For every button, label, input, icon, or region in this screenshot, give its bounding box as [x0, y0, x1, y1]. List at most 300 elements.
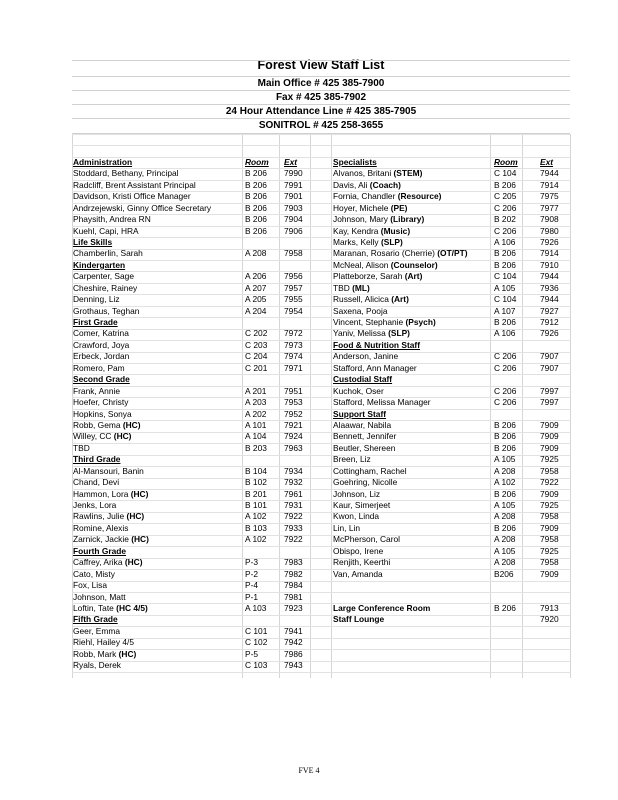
staff-name: Davis, Ali (Coach)	[333, 179, 401, 190]
extension: 7982	[284, 568, 303, 579]
room-number: C 206	[494, 202, 517, 213]
extension: 7958	[284, 248, 303, 259]
extension: 7958	[540, 465, 559, 476]
room-number: A 102	[494, 477, 516, 488]
staff-name: Fornia, Chandler (Resource)	[333, 191, 442, 202]
fax-number: Fax # 425 385-7902	[275, 92, 367, 103]
table-row	[73, 283, 313, 294]
table-row	[73, 557, 313, 568]
room-number: B 206	[245, 225, 267, 236]
section-title: Fourth Grade	[73, 545, 127, 556]
column-header-row	[333, 157, 571, 168]
role-tag: (Psych)	[405, 317, 436, 327]
room-number: P-5	[245, 648, 259, 659]
table-row	[333, 534, 571, 545]
extension: 7914	[540, 179, 559, 190]
table-row	[73, 363, 313, 374]
role-tag: (HC)	[124, 557, 143, 568]
room-number: B206	[494, 568, 514, 579]
room-number: C 104	[494, 271, 517, 282]
extension: 7961	[284, 488, 303, 499]
staff-name: Loftin, Tate (HC 4/5)	[73, 602, 148, 613]
table-row	[333, 306, 571, 317]
room-number: C 206	[494, 385, 517, 396]
staff-name: Willey, CC (HC)	[73, 431, 132, 442]
role-tag: (Art)	[404, 271, 423, 282]
role-tag: (Library)	[390, 214, 425, 225]
extension: 7954	[284, 305, 303, 316]
room-number: Room	[494, 156, 518, 167]
room-number: B 206	[494, 522, 516, 533]
staff-name: Phaysith, Andrea RN	[73, 214, 151, 225]
extension: 7922	[540, 477, 559, 488]
staff-name: Hammon, Lora (HC)	[73, 488, 149, 499]
staff-name: Saxena, Pooja	[333, 305, 388, 316]
column-header-row	[73, 157, 313, 168]
table-row	[333, 614, 571, 625]
extension: Ext	[540, 156, 554, 167]
room-number: A 105	[494, 454, 516, 465]
room-number: C 206	[494, 362, 517, 373]
table-row	[333, 191, 571, 202]
room-number: A 103	[245, 602, 267, 613]
section-heading	[73, 454, 313, 465]
room-number: C 104	[494, 168, 517, 179]
room-number: B 206	[494, 317, 516, 327]
staff-name: Marks, Kelly (SLP)	[333, 236, 403, 247]
table-row	[333, 626, 571, 637]
staff-name: Kuehl, Capi, HRA	[73, 225, 139, 236]
extension: 7921	[284, 419, 303, 430]
section-title: Life Skills	[73, 236, 113, 247]
staff-name: Cato, Misty	[73, 568, 115, 579]
staff-name: Carpenter, Sage	[73, 271, 134, 282]
extension: 7974	[284, 351, 303, 362]
room-number: C 206	[494, 397, 517, 408]
staff-name: Hoyer, Michele (PE)	[333, 202, 408, 213]
role-tag: (HC)	[118, 648, 137, 659]
extension: 7991	[284, 179, 303, 190]
extension: 7980	[540, 225, 559, 236]
table-row	[333, 397, 571, 408]
extension: 7971	[284, 362, 303, 373]
room-number: B 206	[494, 259, 516, 270]
staff-name: Grothaus, Teghan	[73, 305, 140, 316]
section-heading	[73, 317, 313, 328]
room-number: C 203	[245, 339, 268, 350]
room-number: B 206	[494, 248, 516, 259]
table-row	[333, 557, 571, 568]
staff-name: Renjith, Keerthi	[333, 557, 391, 568]
table-row	[73, 420, 313, 431]
staff-name: Anderson, Janine	[333, 351, 399, 362]
staff-name: Cheshire, Rainey	[73, 282, 138, 293]
staff-name: Vincent, Stephanie (Psych)	[333, 317, 436, 327]
staff-name: McPherson, Carol	[333, 534, 401, 545]
table-row	[333, 443, 571, 454]
table-row	[73, 134, 313, 145]
role-tag: (SLP)	[380, 236, 403, 247]
room-number: P-4	[245, 580, 259, 591]
table-row	[73, 214, 313, 225]
staff-name: Staff Lounge	[333, 614, 385, 625]
role-tag: (HC)	[122, 419, 141, 430]
room-number: A 105	[494, 545, 516, 556]
table-row	[73, 511, 313, 522]
grid-line	[72, 672, 570, 673]
table-row	[73, 477, 313, 488]
sonitrol-number: SONITROL # 425 258-3655	[258, 120, 384, 131]
staff-name: Russell, Alicica (Art)	[333, 294, 409, 305]
staff-name: Denning, Liz	[73, 294, 120, 305]
room-number: B 206	[494, 602, 516, 613]
staff-name: Kay, Kendra (Music)	[333, 225, 411, 236]
section-title: Fifth Grade	[73, 614, 118, 625]
role-tag: (HC 4/5)	[116, 602, 148, 613]
table-row	[73, 534, 313, 545]
table-row	[73, 660, 313, 671]
staff-name: Bennett, Jennifer	[333, 431, 397, 442]
staff-name: Radcliff, Brent Assistant Principal	[73, 179, 196, 190]
extension: 7920	[540, 614, 559, 625]
role-tag: (HC)	[113, 431, 132, 442]
left-staff-column	[73, 134, 313, 672]
table-row	[73, 649, 313, 660]
section-title: Food & Nutrition Staff	[333, 339, 420, 350]
extension: 7963	[284, 442, 303, 453]
room-number: A 208	[245, 248, 267, 259]
room-number: C 204	[245, 351, 268, 362]
table-row	[333, 603, 571, 614]
role-tag: (SLP)	[388, 328, 410, 339]
staff-name: Romero, Pam	[73, 362, 125, 373]
staff-name: Alvanos, Britani (STEM)	[333, 168, 423, 179]
staff-name: Geer, Emma	[73, 625, 121, 636]
extension: 7944	[540, 294, 559, 305]
table-row	[333, 569, 571, 580]
extension: 7924	[284, 431, 303, 442]
staff-name: Riehl, Hailey 4/5	[73, 637, 134, 648]
page-footer: FVE 4	[298, 766, 320, 775]
room-number: A 104	[245, 431, 267, 442]
table-row	[73, 466, 313, 477]
extension: 7909	[540, 568, 559, 579]
extension: 7932	[284, 477, 303, 488]
staff-name: Crawford, Joya	[73, 339, 130, 350]
room-number: A 206	[245, 271, 267, 282]
table-row	[73, 191, 313, 202]
extension: 7973	[284, 339, 303, 350]
staff-name: Breen, Liz	[333, 454, 371, 465]
table-row	[333, 649, 571, 660]
staff-name: Kuchok, Oser	[333, 385, 384, 396]
section-heading	[73, 260, 313, 271]
extension: 7904	[284, 214, 303, 225]
role-tag: (Coach)	[369, 179, 401, 190]
extension: 7922	[284, 534, 303, 545]
staff-name: Maranan, Rosario (Cherrie) (OT/PT)	[333, 248, 468, 259]
extension: 7907	[540, 351, 559, 362]
staff-name: Administration	[73, 156, 133, 167]
staff-name: Van, Amanda	[333, 568, 383, 579]
table-row	[333, 226, 571, 237]
role-tag: (HC)	[131, 534, 149, 545]
extension: 7984	[284, 580, 303, 591]
room-number: B 102	[245, 477, 267, 488]
room-number: B 206	[494, 442, 516, 453]
extension: 7997	[540, 397, 559, 408]
table-row	[333, 180, 571, 191]
section-title: Support Staff	[333, 408, 387, 419]
table-row	[333, 260, 571, 271]
table-row	[333, 317, 571, 328]
room-number: P-2	[245, 568, 259, 579]
room-number: A 105	[494, 282, 516, 293]
table-row	[73, 294, 313, 305]
table-row	[333, 351, 571, 362]
table-row	[73, 328, 313, 339]
table-row	[333, 660, 571, 671]
table-row	[333, 420, 571, 431]
room-number: B 206	[245, 179, 267, 190]
section-heading	[73, 237, 313, 248]
staff-name: Hopkins, Sonya	[73, 408, 132, 419]
table-row	[333, 431, 571, 442]
room-number: B 103	[245, 522, 267, 533]
staff-name: Chamberlin, Sarah	[73, 248, 143, 259]
section-title: Custodial Staff	[333, 374, 393, 385]
extension: 7910	[540, 259, 559, 270]
staff-name: Alaawar, Nabila	[333, 419, 392, 430]
section-heading	[73, 614, 313, 625]
table-row	[73, 523, 313, 534]
extension: 7903	[284, 202, 303, 213]
table-row	[333, 168, 571, 179]
staff-name: Johnson, Mary (Library)	[333, 214, 425, 225]
table-row	[73, 500, 313, 511]
role-tag: (Resource)	[397, 191, 442, 202]
room-number: Room	[245, 156, 269, 167]
table-row	[73, 168, 313, 179]
table-row	[73, 248, 313, 259]
table-row	[73, 431, 313, 442]
role-tag: (STEM)	[393, 168, 423, 179]
table-row	[73, 580, 313, 591]
extension: 7986	[284, 648, 303, 659]
extension: 7908	[540, 214, 559, 225]
room-number: A 107	[494, 305, 516, 316]
staff-name: Frank, Annie	[73, 385, 121, 396]
extension: 7972	[284, 328, 303, 339]
extension: 7944	[540, 168, 559, 179]
table-row	[73, 569, 313, 580]
extension: 7913	[540, 602, 559, 613]
room-number: C 101	[245, 625, 268, 636]
table-row	[333, 466, 571, 477]
extension: 7925	[540, 500, 559, 510]
extension: 7941	[284, 625, 303, 636]
extension: 7909	[540, 419, 559, 430]
table-row	[333, 271, 571, 282]
extension: 7997	[540, 385, 559, 396]
room-number: A 208	[494, 511, 516, 522]
table-row	[333, 294, 571, 305]
extension: 7914	[540, 248, 559, 259]
table-row	[333, 637, 571, 648]
extension: 7953	[284, 397, 303, 408]
table-row	[333, 328, 571, 339]
staff-name: Obispo, Irene	[333, 545, 384, 556]
room-number: B 206	[494, 419, 516, 430]
table-row	[333, 386, 571, 397]
section-heading	[333, 374, 571, 385]
section-heading	[73, 546, 313, 557]
extension: 7925	[540, 454, 559, 465]
main-office-phone: Main Office # 425 385-7900	[257, 78, 385, 89]
staff-name: Erbeck, Jordan	[73, 351, 130, 362]
staff-name: Davidson, Kristi Office Manager	[73, 191, 191, 202]
extension: 7955	[284, 294, 303, 305]
right-staff-column	[333, 134, 571, 672]
staff-name: Specialists	[333, 156, 377, 167]
extension: 7926	[540, 328, 559, 339]
extension: 7926	[540, 236, 559, 247]
room-number: C 205	[494, 191, 517, 202]
extension: 7925	[540, 545, 559, 556]
table-row	[333, 477, 571, 488]
room-number: A 102	[245, 534, 267, 545]
table-row	[333, 214, 571, 225]
staff-name: Johnson, Matt	[73, 591, 126, 602]
room-number: B 101	[245, 500, 267, 510]
role-tag: (Counselor)	[390, 259, 438, 270]
room-number: A 101	[245, 419, 267, 430]
role-tag: (Art)	[391, 294, 409, 305]
staff-name: Beutler, Shereen	[333, 442, 396, 453]
extension: 7975	[540, 191, 559, 202]
extension: 7977	[540, 202, 559, 213]
extension: 7909	[540, 442, 559, 453]
room-number: A 207	[245, 282, 267, 293]
staff-name: Hoefer, Christy	[73, 397, 129, 408]
staff-name: Comer, Katrina	[73, 328, 129, 339]
staff-name: Chand, Devi	[73, 477, 120, 488]
room-number: A 208	[494, 465, 516, 476]
room-number: B 206	[245, 214, 267, 225]
staff-name: Cottingham, Rachel	[333, 465, 407, 476]
extension: 7906	[284, 225, 303, 236]
room-number: A 204	[245, 305, 267, 316]
table-row	[73, 226, 313, 237]
staff-name: Robb, Gema (HC)	[73, 419, 141, 430]
extension: 7927	[540, 305, 559, 316]
extension: 7909	[540, 431, 559, 442]
table-row	[333, 454, 571, 465]
role-tag: (PE)	[390, 202, 408, 213]
staff-name: Al-Mansouri, Banin	[73, 465, 144, 476]
extension: 7943	[284, 660, 303, 671]
table-row	[73, 397, 313, 408]
room-number: B 206	[494, 179, 516, 190]
table-row	[333, 237, 571, 248]
role-tag: (ML)	[352, 282, 370, 293]
room-number: C 206	[494, 225, 517, 236]
extension: 7936	[540, 282, 559, 293]
room-number: C 206	[494, 351, 517, 362]
staff-name: Rawlins, Julie (HC)	[73, 511, 145, 522]
room-number: B 202	[494, 214, 516, 225]
room-number: B 206	[494, 431, 516, 442]
room-number: P-3	[245, 557, 259, 568]
staff-name: Zarnick, Jackie (HC)	[73, 534, 149, 545]
room-number: C 103	[245, 660, 268, 671]
room-number: B 206	[245, 191, 267, 202]
table-row	[333, 592, 571, 603]
attendance-line: 24 Hour Attendance Line # 425 385-7905	[225, 106, 417, 117]
room-number: A 106	[494, 236, 516, 247]
room-number: A 102	[245, 511, 267, 522]
table-row	[333, 500, 571, 511]
room-number: A 106	[494, 328, 516, 339]
table-row	[73, 145, 313, 156]
table-row	[333, 523, 571, 534]
table-row	[73, 626, 313, 637]
staff-name: Andrzejewski, Ginny Office Secretary	[73, 202, 212, 213]
extension: 7951	[284, 385, 303, 396]
extension: 7958	[540, 557, 559, 568]
table-row	[73, 592, 313, 603]
room-number: A 201	[245, 385, 267, 396]
section-title: Kindergarten	[73, 259, 126, 270]
staff-name: Kaur, Simerjeet	[333, 500, 391, 510]
staff-name: Stoddard, Bethany, Principal	[73, 168, 179, 179]
extension: 7952	[284, 408, 303, 419]
table-row	[333, 203, 571, 214]
room-number: B 201	[245, 488, 267, 499]
table-row	[73, 443, 313, 454]
room-number: C 201	[245, 362, 268, 373]
staff-name: Jenks, Lora	[73, 500, 117, 510]
room-number: A 208	[494, 557, 516, 568]
extension: 7958	[540, 534, 559, 545]
extension: 7956	[284, 271, 303, 282]
room-number: A 203	[245, 397, 267, 408]
extension: 7901	[284, 191, 303, 202]
section-title: Third Grade	[73, 454, 121, 465]
page-title: Forest View Staff List	[257, 58, 385, 72]
extension: 7909	[540, 522, 559, 533]
table-row	[73, 340, 313, 351]
table-row	[73, 603, 313, 614]
table-row	[333, 580, 571, 591]
staff-name: Stafford, Ann Manager	[333, 362, 417, 373]
extension: 7983	[284, 557, 303, 568]
room-number: A 202	[245, 408, 267, 419]
section-heading	[333, 340, 571, 351]
table-row	[333, 248, 571, 259]
table-row	[333, 283, 571, 294]
room-number: C 104	[494, 294, 517, 305]
grid-line	[331, 134, 332, 678]
extension: 7922	[284, 511, 303, 522]
extension: 7942	[284, 637, 303, 648]
table-row	[73, 306, 313, 317]
table-row	[73, 489, 313, 500]
role-tag: (HC)	[130, 488, 149, 499]
staff-name: Ryals, Derek	[73, 660, 121, 671]
section-title: Second Grade	[73, 374, 130, 385]
table-row	[73, 180, 313, 191]
